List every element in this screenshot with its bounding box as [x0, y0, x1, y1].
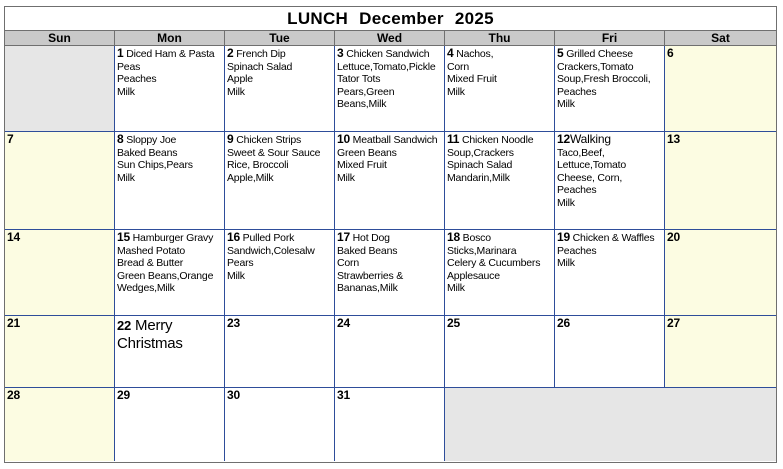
day-cell	[115, 388, 225, 461]
title-month: December	[359, 9, 444, 28]
day-cell-weekend	[665, 132, 776, 230]
day-cell	[115, 46, 225, 132]
day-cell	[115, 230, 225, 316]
day-number: 31	[337, 388, 350, 402]
day-number: 26	[557, 316, 570, 330]
title-year: 2025	[454, 9, 494, 28]
day-number: 12	[557, 132, 570, 146]
day-number: 14	[7, 230, 20, 244]
day-cell-weekend	[5, 132, 115, 230]
day-number: 5	[557, 46, 564, 60]
day-number: 2	[227, 46, 234, 60]
day-cell-weekend	[5, 316, 115, 388]
calendar-grid	[5, 31, 776, 461]
day-number: 1	[117, 46, 124, 60]
day-header-mon: Mon	[115, 31, 225, 46]
menu-text: Mashed Potato Bread & Butter Green Beans,Orange Wedges,Milk	[117, 244, 214, 294]
day-header-sun: Sun	[5, 31, 115, 46]
menu-first: Grilled Cheese	[566, 48, 633, 60]
day-cell	[335, 132, 445, 230]
day-cell-weekend	[5, 388, 115, 461]
day-number: 11	[447, 132, 460, 146]
day-number: 9	[227, 132, 234, 146]
menu-first: Hamburger Gravy	[132, 232, 214, 244]
menu-first: French Dip	[236, 48, 286, 60]
day-number: 30	[227, 388, 240, 402]
menu-text: Spinach Salad Apple Milk	[227, 60, 293, 98]
day-header-wed: Wed	[335, 31, 445, 46]
menu-first: Chicken Noodle	[462, 134, 534, 146]
empty-block	[445, 388, 776, 461]
day-cell	[445, 132, 555, 230]
day-number: 28	[7, 388, 20, 402]
day-cell	[115, 316, 225, 388]
menu-text: Lettuce,Tomato,Pickle Tator Tots Pears,Green Beans,Milk	[337, 60, 436, 110]
day-cell	[555, 230, 665, 316]
day-number: 21	[7, 316, 20, 330]
day-cell-weekend	[665, 230, 776, 316]
day-cell	[555, 46, 665, 132]
menu-text: Sticks,Marinara Celery & Cucumbers Applesauce Milk	[447, 244, 541, 294]
day-number: 22	[117, 318, 132, 333]
day-number: 13	[667, 132, 680, 146]
day-cell	[115, 132, 225, 230]
day-cell	[335, 388, 445, 461]
menu-first: Merry	[135, 317, 173, 334]
day-cell	[445, 230, 555, 316]
day-cell	[335, 230, 445, 316]
menu-text: Sweet & Sour Sauce Rice, Broccoli Apple,Milk	[227, 146, 321, 184]
day-cell	[335, 46, 445, 132]
menu-text: Sandwich,Colesalw Pears Milk	[227, 244, 315, 282]
day-cell	[225, 316, 335, 388]
day-number: 20	[667, 230, 680, 244]
day-cell	[225, 132, 335, 230]
calendar-title	[5, 7, 776, 31]
menu-first: Pulled Pork	[242, 232, 295, 244]
day-cell-weekend	[665, 46, 776, 132]
menu-first: Chicken Sandwich	[346, 48, 430, 60]
day-cell-empty	[5, 46, 115, 132]
day-number: 19	[557, 230, 570, 244]
menu-text: Taco,Beef, Lettuce,Tomato Cheese, Corn, Peaches Milk	[557, 146, 626, 209]
day-number: 16	[227, 230, 240, 244]
day-number: 18	[447, 230, 460, 244]
menu-text: Christmas	[117, 335, 183, 352]
menu-first: Chicken Strips	[236, 134, 302, 146]
menu-text: Peaches Milk	[557, 244, 597, 269]
day-cell-weekend	[665, 316, 776, 388]
day-number: 15	[117, 230, 130, 244]
day-number: 17	[337, 230, 350, 244]
menu-first: Sloppy Joe	[126, 134, 177, 146]
day-cell	[555, 132, 665, 230]
lunch-calendar	[4, 6, 777, 463]
day-cell	[335, 316, 445, 388]
day-number: 4	[447, 46, 454, 60]
day-number: 25	[447, 316, 460, 330]
day-number: 10	[337, 132, 350, 146]
day-header-sat: Sat	[665, 31, 776, 46]
day-header-fri: Fri	[555, 31, 665, 46]
day-number: 3	[337, 46, 344, 60]
menu-first: Bosco	[462, 232, 491, 244]
day-cell	[225, 230, 335, 316]
day-number: 23	[227, 316, 240, 330]
day-header-tue: Tue	[225, 31, 335, 46]
day-cell	[445, 46, 555, 132]
day-number: 24	[337, 316, 350, 330]
day-header-thu: Thu	[445, 31, 555, 46]
day-cell	[225, 388, 335, 461]
menu-first: Walking	[569, 132, 611, 146]
day-number: 29	[117, 388, 130, 402]
menu-text: Corn Mixed Fruit Milk	[447, 60, 497, 98]
title-lunch: LUNCH	[287, 9, 349, 28]
day-number: 7	[7, 132, 14, 146]
day-cell	[445, 316, 555, 388]
menu-first: Nachos,	[456, 48, 494, 60]
menu-first: Diced Ham & Pasta	[126, 48, 215, 60]
day-number: 27	[667, 316, 680, 330]
menu-text: Baked Beans Corn Strawberries & Bananas,Milk	[337, 244, 404, 294]
menu-text: Green Beans Mixed Fruit Milk	[337, 146, 397, 184]
menu-text: Baked Beans Sun Chips,Pears Milk	[117, 146, 193, 184]
day-number: 6	[667, 46, 674, 60]
day-cell-weekend	[5, 230, 115, 316]
menu-first: Meatball Sandwich	[352, 134, 438, 146]
day-cell	[555, 316, 665, 388]
menu-text: Crackers,Tomato Soup,Fresh Broccoli, Peaches Milk	[557, 60, 651, 110]
day-number: 8	[117, 132, 124, 146]
menu-first: Hot Dog	[352, 232, 390, 244]
menu-text: Soup,Crackers Spinach Salad Mandarin,Milk	[447, 146, 514, 184]
day-cell	[225, 46, 335, 132]
menu-first: Chicken & Waffles	[572, 232, 655, 244]
menu-text: Peas Peaches Milk	[117, 60, 157, 98]
